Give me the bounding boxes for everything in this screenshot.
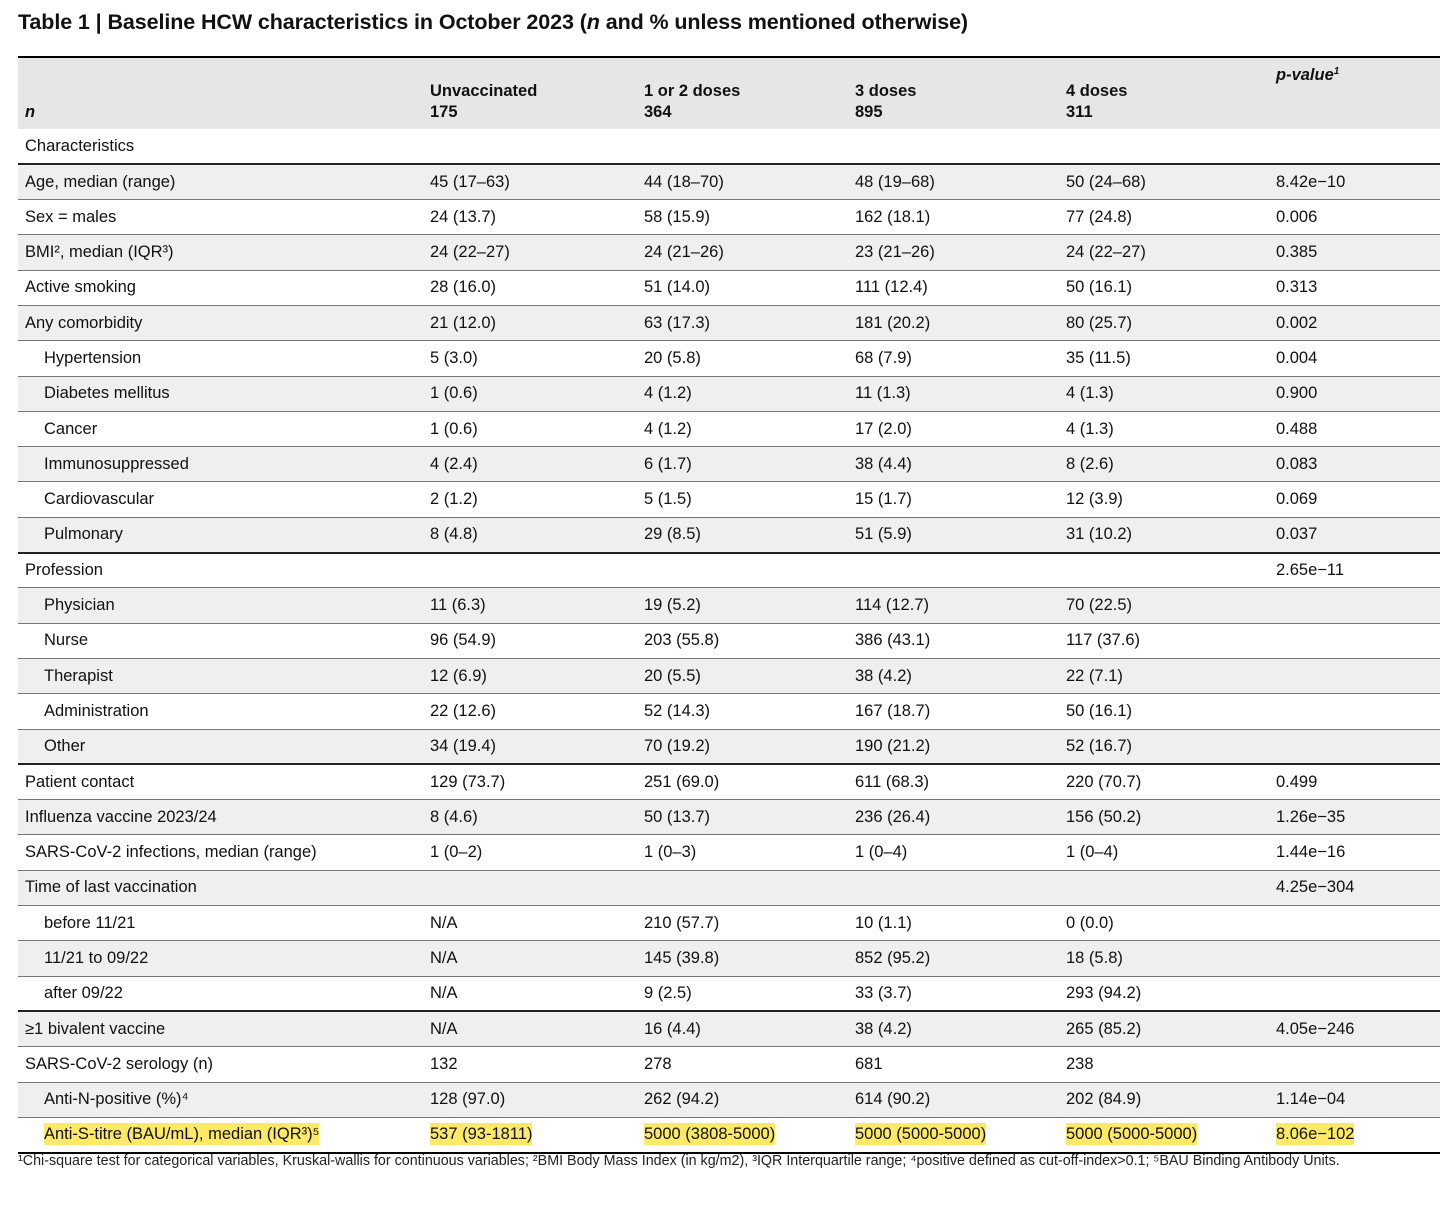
cell-col-2 xyxy=(637,1117,848,1152)
cell-pvalue xyxy=(1269,1047,1440,1082)
row-label: before 11/21 xyxy=(44,913,136,932)
cell-col-4: 8 (2.6) xyxy=(1066,454,1114,473)
cell-col-3: 1 (0–4) xyxy=(855,843,908,862)
cell-col-4: 35 (11.5) xyxy=(1066,348,1131,367)
cell-col-4: 117 (37.6) xyxy=(1066,631,1140,650)
cell-col-2: 16 (4.4) xyxy=(644,1019,701,1038)
cell-col-4: 0 (0.0) xyxy=(1066,913,1114,932)
table-row xyxy=(18,553,1440,588)
table-row xyxy=(18,588,1440,623)
cell-col-2: 24 (21–26) xyxy=(644,243,724,262)
table-header xyxy=(18,57,1440,129)
table-row xyxy=(18,729,1440,764)
cell-col-1: N/A xyxy=(430,1019,458,1038)
row-label: Sex = males xyxy=(25,207,117,226)
highlight-mark: 5000 (3808-5000) xyxy=(644,1125,776,1144)
cell-col-4: 1 (0–4) xyxy=(1066,843,1119,862)
row-label: Profession xyxy=(25,560,103,579)
col-header-pvalue xyxy=(1269,57,1440,103)
cell-col-1: N/A xyxy=(430,913,458,932)
cell-col-4: 293 (94.2) xyxy=(1066,984,1142,1003)
cell-pvalue xyxy=(1269,694,1440,729)
cell-col-4: 4 (1.3) xyxy=(1066,419,1114,438)
cell-col-3: 190 (21.2) xyxy=(855,736,931,755)
cell-pvalue: 8.42e−10 xyxy=(1276,172,1346,191)
cell-col-1: 28 (16.0) xyxy=(430,278,497,297)
table-body xyxy=(18,129,1440,1153)
cell-col-2: 50 (13.7) xyxy=(644,807,711,826)
col-header-unvaccinated: Unvaccinated xyxy=(430,82,538,100)
cell-col-1: 4 (2.4) xyxy=(430,454,478,473)
cell-pvalue: 1.26e−35 xyxy=(1276,807,1346,826)
cell-col-1: 24 (13.7) xyxy=(430,207,497,226)
cell-col-2: 203 (55.8) xyxy=(644,631,720,650)
cell-col-3 xyxy=(848,553,1059,588)
col-header-3-doses: 3 doses xyxy=(855,82,917,100)
cell-pvalue xyxy=(1269,941,1440,976)
cell-pvalue: 4.25e−304 xyxy=(1276,878,1355,897)
cell-col-1: 129 (73.7) xyxy=(430,772,506,791)
cell-col-4: 4 (1.3) xyxy=(1066,384,1114,403)
row-label: Time of last vaccination xyxy=(25,878,197,897)
row-label: SARS-CoV-2 serology (n) xyxy=(25,1054,213,1073)
table-row xyxy=(18,764,1440,799)
cell-pvalue: 0.002 xyxy=(1276,313,1318,332)
row-label: SARS-CoV-2 infections, median (range) xyxy=(25,843,317,862)
cell-col-3 xyxy=(848,1117,1059,1152)
table-row xyxy=(18,1011,1440,1046)
cell-col-4: 238 xyxy=(1066,1054,1094,1073)
cell-col-2: 9 (2.5) xyxy=(644,984,692,1003)
cell-col-4 xyxy=(1059,1117,1269,1152)
cell-col-4 xyxy=(1059,870,1269,905)
table-row xyxy=(18,694,1440,729)
baseline-characteristics-table xyxy=(18,56,1440,1154)
cell-pvalue: 0.488 xyxy=(1276,419,1318,438)
n-pvalue-blank xyxy=(1269,103,1440,129)
cell-col-2: 19 (5.2) xyxy=(644,596,701,614)
cell-pvalue: 2.65e−11 xyxy=(1276,560,1345,579)
row-label: Other xyxy=(44,736,86,755)
title-part-italic: n xyxy=(586,10,600,34)
n-3-doses: 895 xyxy=(855,103,883,121)
cell-col-3: 114 (12.7) xyxy=(855,596,929,614)
cell-col-1: 11 (6.3) xyxy=(430,596,486,614)
table-row xyxy=(18,200,1440,235)
cell-col-4: 265 (85.2) xyxy=(1066,1019,1142,1038)
row-label: BMI², median (IQR³) xyxy=(25,243,174,262)
header-row-n xyxy=(18,103,1440,129)
cell-col-2: 145 (39.8) xyxy=(644,948,720,967)
cell-pvalue: 0.006 xyxy=(1276,207,1318,226)
table-row xyxy=(18,976,1440,1011)
row-label: Age, median (range) xyxy=(25,172,176,191)
cell-col-1: 132 xyxy=(430,1054,458,1073)
cell-pvalue xyxy=(1269,1117,1440,1152)
cell-col-2: 44 (18–70) xyxy=(644,172,724,191)
row-label xyxy=(18,1117,423,1152)
cell-pvalue: 1.14e−04 xyxy=(1276,1090,1346,1109)
cell-col-2: 278 xyxy=(644,1054,672,1073)
cell-pvalue xyxy=(1269,129,1440,164)
cell-col-3: 38 (4.4) xyxy=(855,454,912,473)
table-row xyxy=(18,164,1440,199)
table-row xyxy=(18,623,1440,658)
cell-col-3: 33 (3.7) xyxy=(855,984,912,1003)
cell-col-2: 4 (1.2) xyxy=(644,419,692,438)
cell-col-4: 50 (16.1) xyxy=(1066,701,1133,720)
cell-col-3: 38 (4.2) xyxy=(855,1019,912,1038)
cell-col-3: 17 (2.0) xyxy=(855,419,912,438)
cell-col-3: 15 (1.7) xyxy=(855,490,912,509)
cell-col-4: 156 (50.2) xyxy=(1066,807,1142,826)
cell-col-1: N/A xyxy=(430,984,458,1003)
cell-col-3: 48 (19–68) xyxy=(855,172,935,191)
cell-col-1: 12 (6.9) xyxy=(430,666,487,685)
row-label: Hypertension xyxy=(44,348,142,367)
n-1-2-doses: 364 xyxy=(644,103,672,121)
cell-col-2: 70 (19.2) xyxy=(644,736,711,755)
n-label-text: n xyxy=(25,103,36,121)
cell-col-1: 128 (97.0) xyxy=(430,1090,506,1109)
cell-col-1: 1 (0.6) xyxy=(430,419,478,438)
cell-col-1: 8 (4.8) xyxy=(430,525,478,544)
cell-col-1: 1 (0–2) xyxy=(430,843,483,862)
cell-pvalue: 0.499 xyxy=(1276,772,1318,791)
col-header-1-2-doses: 1 or 2 doses xyxy=(644,82,741,100)
row-label: Nurse xyxy=(44,631,89,650)
table-row xyxy=(18,129,1440,164)
cell-col-2: 63 (17.3) xyxy=(644,313,711,332)
cell-col-2 xyxy=(637,553,848,588)
table-row xyxy=(18,941,1440,976)
table-row xyxy=(18,800,1440,835)
cell-col-4: 50 (24–68) xyxy=(1066,172,1146,191)
cell-col-2: 58 (15.9) xyxy=(644,207,711,226)
table-title xyxy=(18,10,968,35)
row-label: Characteristics xyxy=(25,136,135,155)
cell-col-1 xyxy=(423,1117,637,1152)
row-label: Administration xyxy=(44,701,149,720)
highlight-mark: 5000 (5000-5000) xyxy=(855,1125,987,1144)
cell-col-2: 262 (94.2) xyxy=(644,1090,720,1109)
cell-col-4: 80 (25.7) xyxy=(1066,313,1133,332)
highlight-mark: Anti-S-titre (BAU/mL), median (IQR³)⁵ xyxy=(44,1125,320,1144)
cell-pvalue xyxy=(1269,906,1440,941)
cell-col-3: 23 (21–26) xyxy=(855,243,935,262)
cell-pvalue: 0.083 xyxy=(1276,454,1318,473)
title-part-1: Table 1 | Baseline HCW characteristics in October 2023 ( xyxy=(18,10,587,34)
cell-col-2: 251 (69.0) xyxy=(644,772,720,791)
cell-col-3 xyxy=(848,129,1059,164)
cell-col-4: 70 (22.5) xyxy=(1066,596,1133,614)
cell-col-4: 52 (16.7) xyxy=(1066,736,1133,755)
cell-col-2: 1 (0–3) xyxy=(644,843,697,862)
footnote-text: ¹Chi-square test for categorical variables, Kruskal-wallis for continuous variables; ²BMI Body Mass Index (in kg/m2), ³IQR Interquartile range; ⁴positive defined as cut-off-index>0.1; ⁵BAU Binding Antibody Units. xyxy=(18,1153,1340,1169)
cell-col-1: 22 (12.6) xyxy=(430,701,497,720)
cell-col-1: 8 (4.6) xyxy=(430,807,478,826)
cell-col-2: 20 (5.5) xyxy=(644,666,701,685)
highlight-mark: 8.06e−102 xyxy=(1276,1125,1355,1144)
table-row xyxy=(18,447,1440,482)
cell-col-4 xyxy=(1059,129,1269,164)
cell-col-3: 611 (68.3) xyxy=(855,772,929,791)
cell-col-2: 51 (14.0) xyxy=(644,278,711,297)
cell-col-1 xyxy=(423,870,637,905)
table-row xyxy=(18,870,1440,905)
cell-col-2: 210 (57.7) xyxy=(644,913,720,932)
cell-pvalue xyxy=(1269,658,1440,693)
cell-col-1 xyxy=(423,553,637,588)
cell-pvalue: 0.900 xyxy=(1276,384,1318,403)
title-part-2: and % unless mentioned otherwise) xyxy=(599,10,968,34)
cell-pvalue xyxy=(1269,588,1440,623)
cell-col-1: 5 (3.0) xyxy=(430,348,478,367)
row-label: Influenza vaccine 2023/24 xyxy=(25,807,217,826)
cell-col-1: 96 (54.9) xyxy=(430,631,497,650)
cell-pvalue xyxy=(1269,976,1440,1011)
cell-col-4: 18 (5.8) xyxy=(1066,948,1123,967)
cell-col-1: 34 (19.4) xyxy=(430,736,497,755)
cell-col-3: 852 (95.2) xyxy=(855,948,931,967)
cell-col-2: 29 (8.5) xyxy=(644,525,701,544)
cell-pvalue: 0.004 xyxy=(1276,348,1318,367)
row-label: Immunosuppressed xyxy=(44,454,189,473)
table-row xyxy=(18,341,1440,376)
table-row xyxy=(18,376,1440,411)
row-label: Therapist xyxy=(44,666,113,685)
row-label: Any comorbidity xyxy=(25,313,143,332)
cell-col-1: 45 (17–63) xyxy=(430,172,510,191)
pvalue-sup: 1 xyxy=(1333,66,1340,77)
row-label: Anti-N-positive (%)⁴ xyxy=(44,1090,189,1109)
header-blank xyxy=(18,57,423,103)
cell-col-4: 77 (24.8) xyxy=(1066,207,1133,226)
n-unvaccinated: 175 xyxy=(430,103,458,121)
cell-col-3: 38 (4.2) xyxy=(855,666,912,685)
cell-col-2: 5 (1.5) xyxy=(644,490,692,509)
highlight-mark: 537 (93-1811) xyxy=(430,1125,533,1144)
cell-col-4: 202 (84.9) xyxy=(1066,1090,1142,1109)
table-row xyxy=(18,235,1440,270)
cell-col-2: 52 (14.3) xyxy=(644,701,711,720)
row-label: Pulmonary xyxy=(44,525,123,544)
table-row xyxy=(18,411,1440,446)
cell-col-2: 6 (1.7) xyxy=(644,454,692,473)
cell-col-1: 2 (1.2) xyxy=(430,490,478,509)
cell-col-2: 4 (1.2) xyxy=(644,384,692,403)
cell-col-3: 614 (90.2) xyxy=(855,1090,931,1109)
footnote xyxy=(18,1150,1438,1172)
cell-col-4: 50 (16.1) xyxy=(1066,278,1133,297)
cell-pvalue: 0.037 xyxy=(1276,525,1318,544)
n-4-doses: 311 xyxy=(1066,103,1093,121)
cell-col-3: 162 (18.1) xyxy=(855,207,931,226)
cell-col-1: 24 (22–27) xyxy=(430,243,510,262)
cell-col-4: 12 (3.9) xyxy=(1066,490,1123,509)
row-label: 11/21 to 09/22 xyxy=(44,948,149,967)
table-row xyxy=(18,1117,1440,1152)
cell-col-2 xyxy=(637,129,848,164)
cell-pvalue: 0.069 xyxy=(1276,490,1318,509)
cell-col-4 xyxy=(1059,553,1269,588)
cell-col-3: 236 (26.4) xyxy=(855,807,931,826)
row-label: Cancer xyxy=(44,419,98,438)
row-label: ≥1 bivalent vaccine xyxy=(25,1019,166,1038)
col-header-4-doses: 4 doses xyxy=(1066,82,1128,100)
cell-pvalue: 0.313 xyxy=(1276,278,1318,297)
row-label: Physician xyxy=(44,596,115,614)
pvalue-label: p-value xyxy=(1276,66,1334,84)
cell-pvalue: 1.44e−16 xyxy=(1276,843,1346,862)
cell-col-1: N/A xyxy=(430,948,458,967)
table-row xyxy=(18,835,1440,870)
row-label: after 09/22 xyxy=(44,984,123,1003)
row-label: Cardiovascular xyxy=(44,490,155,509)
table-row xyxy=(18,482,1440,517)
highlight-mark: 5000 (5000-5000) xyxy=(1066,1125,1198,1144)
table-row xyxy=(18,1047,1440,1082)
n-label xyxy=(18,103,423,129)
header-row-labels xyxy=(18,57,1440,103)
cell-col-3: 10 (1.1) xyxy=(855,913,912,932)
row-label: Patient contact xyxy=(25,772,135,791)
cell-col-4: 22 (7.1) xyxy=(1066,666,1123,685)
cell-col-1: 21 (12.0) xyxy=(430,313,497,332)
cell-col-3: 681 xyxy=(855,1054,883,1073)
cell-col-3: 386 (43.1) xyxy=(855,631,931,650)
cell-col-3: 51 (5.9) xyxy=(855,525,912,544)
cell-col-3: 111 (12.4) xyxy=(855,278,928,297)
cell-pvalue: 4.05e−246 xyxy=(1276,1019,1355,1038)
cell-pvalue: 0.385 xyxy=(1276,243,1318,262)
cell-col-4: 24 (22–27) xyxy=(1066,243,1146,262)
cell-col-3 xyxy=(848,870,1059,905)
table-row xyxy=(18,517,1440,552)
table-row xyxy=(18,305,1440,340)
cell-col-3: 11 (1.3) xyxy=(855,384,911,403)
row-label: Active smoking xyxy=(25,278,136,297)
table-row xyxy=(18,906,1440,941)
cell-pvalue xyxy=(1269,623,1440,658)
cell-col-2: 20 (5.8) xyxy=(644,348,701,367)
cell-col-4: 220 (70.7) xyxy=(1066,772,1142,791)
cell-col-2 xyxy=(637,870,848,905)
row-label: Diabetes mellitus xyxy=(44,384,170,403)
cell-col-3: 167 (18.7) xyxy=(855,701,931,720)
cell-pvalue xyxy=(1269,729,1440,764)
table-row xyxy=(18,1082,1440,1117)
cell-col-3: 181 (20.2) xyxy=(855,313,931,332)
cell-col-3: 68 (7.9) xyxy=(855,348,912,367)
table-row xyxy=(18,270,1440,305)
cell-col-1 xyxy=(423,129,637,164)
cell-col-1: 1 (0.6) xyxy=(430,384,478,403)
cell-col-4: 31 (10.2) xyxy=(1066,525,1133,544)
table-row xyxy=(18,658,1440,693)
